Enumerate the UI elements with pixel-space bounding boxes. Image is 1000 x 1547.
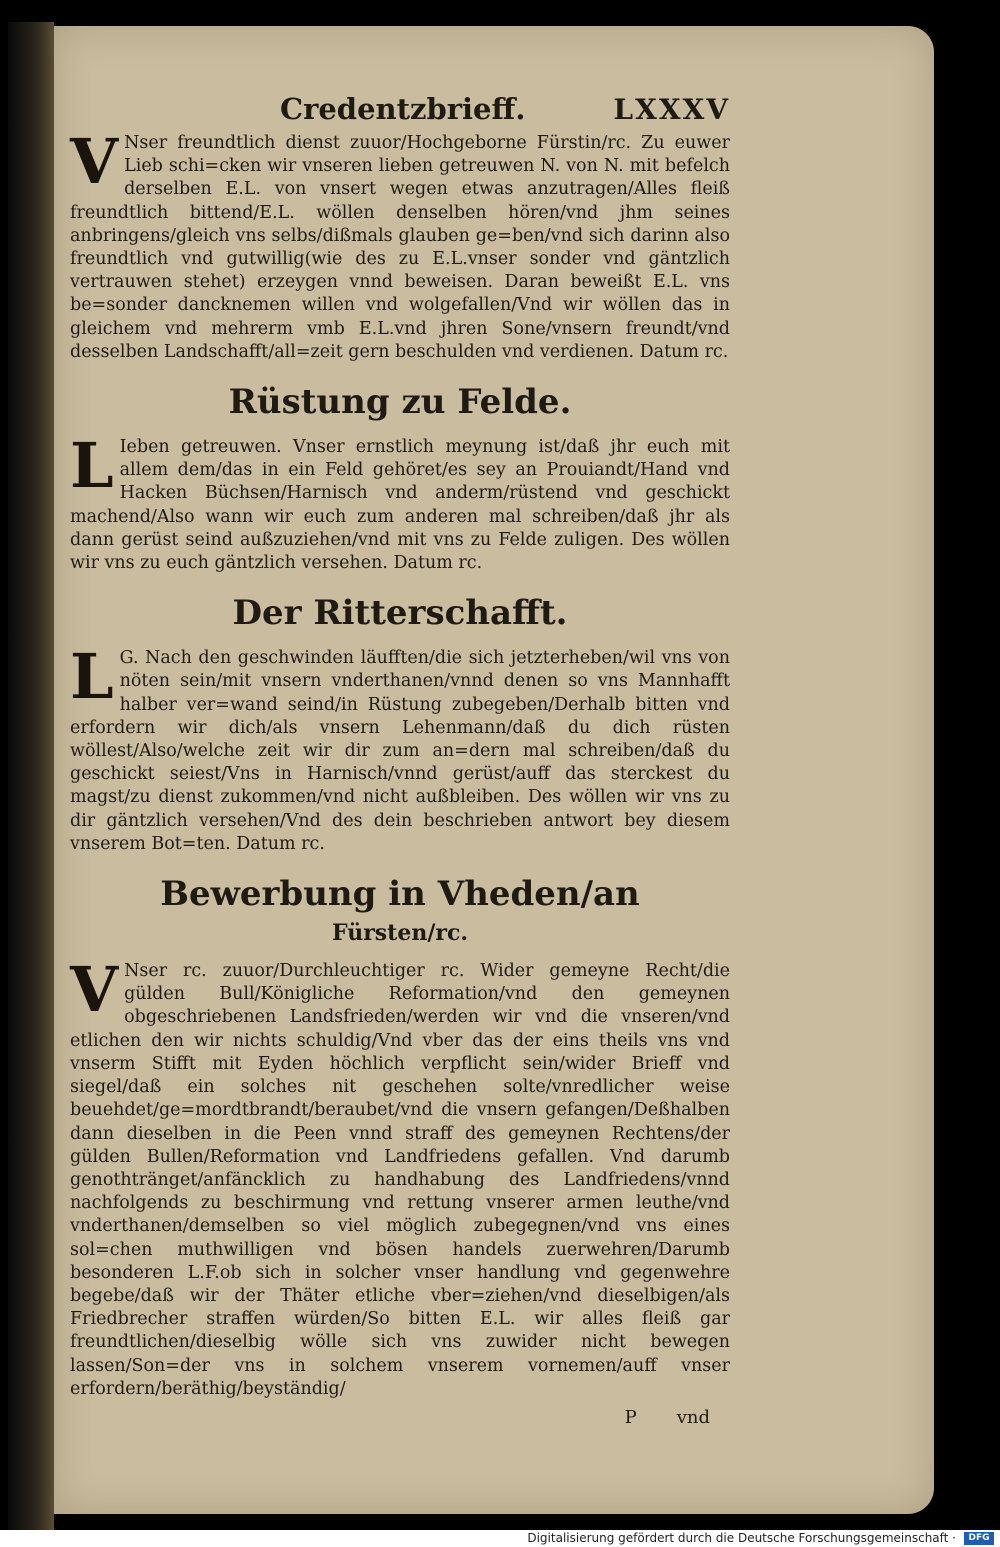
paragraph — [70, 640, 730, 856]
paragraph-text: G. Nach den geschwinden läufften/die sich jetzterheben/wil vns von nöten sein/mit vnsern vnderthanen/vnnd denen so vns Mannhafft halber ver=wand seind/in Rüstung zubegeben/Derhalb bitten vnd erfordern wir dich/als vnsern Lehenmann/daß du dich rüsten wöllest/Also/welche zeit wir dir zum an=dern mal schreiben/daß du geschickt seiest/Vns in Harnisch/vnnd gerüst/auff das sterckest du magst/zu dienst zukommen/vnd nicht außbleiben. Des wöllen wir vns zu dir gäntzlich versehen/Vnd des dein beschrieben antwort bey diesem vnserem Bot=ten. Datum rc. — [70, 648, 730, 854]
paragraph — [70, 953, 730, 1401]
folio-number: LXXXV — [613, 93, 730, 126]
drop-cap: V — [70, 125, 119, 198]
section-subheading: Fürsten/rc. — [331, 920, 469, 947]
drop-cap: L — [70, 640, 114, 714]
paragraph-text: Nser rc. zuuor/Durchleuchtiger rc. Wider gemeyne Recht/die gülden Bull/Königliche Reformation/vnd den gemeynen obgeschriebenen Landsfrieden/werden wir vnd die vnseren/vnd etlichen den wir nichts schuldig/Vnd vber das der eins theils vns vnd vnserm Stifft mit Eyden höchlich verpflicht sein/wider Brieff vnd siegel/daß ein solches nit geschehen solte/vnredlicher weise beuehdet/ge=mordtbrandt/beraubet/vnd die vnsern gefangen/Deßhalben dann dieselben in die Peen vnnd straff des gemeynen Rechtens/der gülden Bullen/Reformation vnd Landfriedens gefallen. Vnd darumb genothtränget/anfäncklich zu handhabung des Landfriedens/vnnd nachfolgends zu beschirmung vnd rettung vnserer armen leuthe/vnd vnderthanen/demselben so viel möglich zubegegnen/vnd vns eines sol=chen muthwilligen vnd bösen handels zuerwehren/Darumb besonderen L.F.ob sich in solcher vnser handlung vnd gegenwehre begebe/daß wir der Thäter etliche vber=ziehen/vnd dieselbigen/als Friedbrecher straffen würden/So bitten E.L. wir alles fleiß gar freundtlichen/dieselbig wölle sich vns zuwider nicht bewegen lassen/Son=der vns in solchem vnserem vornemen/auff vnser erfordern/beräthig/beyständig/ — [70, 961, 730, 1399]
running-head — [70, 92, 730, 126]
section-heading: Rüstung zu Felde. — [228, 382, 572, 423]
signature-mark: P — [624, 1406, 637, 1428]
section-ruestung — [70, 382, 730, 575]
catchwords — [70, 1407, 730, 1428]
dfg-logo: DFG — [964, 1532, 994, 1545]
section-heading: Bewerbung in Vheden/an — [160, 874, 640, 915]
section-credentzbrieff — [70, 125, 730, 364]
footer-bar — [0, 1530, 1000, 1547]
section-bewerbung — [70, 874, 730, 1401]
drop-cap: L — [70, 429, 114, 503]
drop-cap: V — [70, 953, 119, 1027]
page-text — [70, 92, 730, 1428]
paragraph-text: Nser freundtlich dienst zuuor/Hochgeborne Fürstin/rc. Zu euwer Lieb schi=cken wir vnseren lieben getreuwen N. von N. mit befelch derselben E.L. von vnsert wegen etwas anzutragen/Alles fleiß freundtlich bittend/E.L. wöllen denselben hören/vnd jhm seines anbringens/gleich vns selbs/dißmals glauben ge=ben/vnd sich darinn also freundtlich vnd gutwillig(wie des zu E.L.vnser sonder vnd gäntzlich vertrauwen stehet) erzeygen vnnd beweisen. Daran beweißt E.L. vns be=sonder dancknemen willen vnd wolgefallen/Vnd wir wöllen das in gleichem vnd mehrerm vmb E.L.vnd jhren Sone/vnsern freundt/vnd desselben Landschafft/all=zeit gern beschulden vnd verdienen. Datum rc. — [70, 133, 730, 362]
running-title: Credentzbrieff. — [280, 92, 526, 126]
paragraph — [70, 429, 730, 575]
catchword: vnd — [676, 1406, 710, 1428]
paragraph-text: Ieben getreuwen. Vnser ernstlich meynung ist/daß jhr euch mit allem dem/das in ein Feld gehöret/es sey an Prouiandt/Hand vnd Hacken Büchsen/Harnisch vnd anderm/rüstend vnd geschickt machend/Also wann wir euch zum anderen mal schreiben/daß jhr als dann gerüst seind außzuziehen/vnd mit vns zu Felde zuligen. Des wöllen wir vns zu euch gäntzlich versehen. Datum rc. — [70, 437, 730, 574]
section-heading: Der Ritterschafft. — [232, 593, 568, 634]
section-ritterschafft — [70, 593, 730, 856]
paragraph — [70, 125, 730, 364]
funding-notice: Digitalisierung gefördert durch die Deutsche Forschungsgemeinschaft · — [527, 1531, 956, 1545]
book-gutter — [8, 22, 54, 1530]
